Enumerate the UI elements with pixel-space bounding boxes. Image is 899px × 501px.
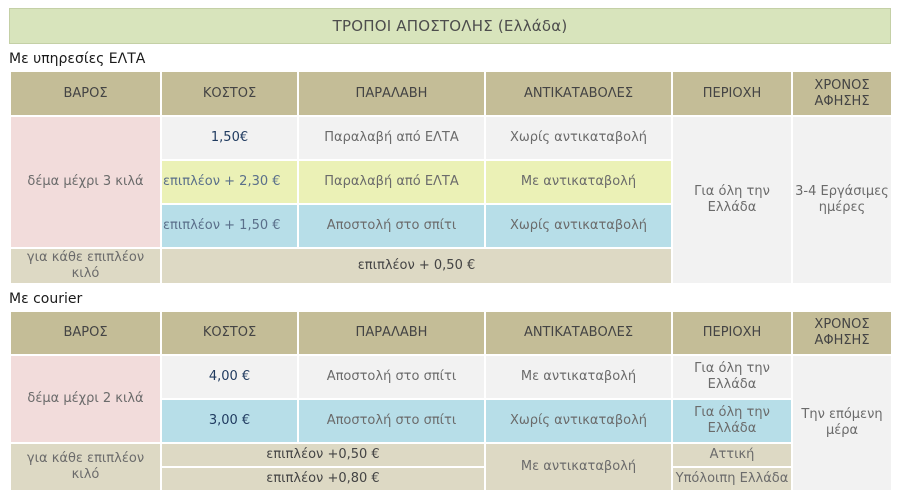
- elta-extra-cost: επιπλέον + 0,50 €: [161, 248, 672, 284]
- elta-pickup-2: Παραλαβή από ΕΛΤΑ: [298, 160, 485, 204]
- courier-extra-weight-line1: για κάθε επιπλέον: [26, 451, 145, 466]
- courier-extra-region-1: Αττική: [672, 443, 792, 467]
- courier-cost-2: 3,00 €: [161, 399, 298, 443]
- courier-header-weight: ΒΑΡΟΣ: [10, 311, 161, 355]
- courier-region-2-line2: Ελλάδα: [707, 421, 757, 436]
- courier-header-time-line1: ΧΡΟΝΟΣ: [814, 317, 870, 332]
- courier-extra-cost-2: επιπλέον +0,80 €: [161, 467, 485, 491]
- elta-time-line2: ημέρες: [818, 200, 866, 215]
- courier-time-cell: [792, 355, 892, 491]
- elta-region-line1: Για όλη την: [694, 184, 770, 199]
- header-time-line2: ΑΦΗΣΗΣ: [814, 93, 870, 109]
- elta-cod-3: Χωρίς αντικαταβολή: [485, 204, 672, 248]
- header-cod: ΑΝΤΙΚΑΤΑΒΟΛΕΣ: [485, 71, 672, 116]
- page-title-text: ΤΡΟΠΟΙ ΑΠΟΣΤΟΛΗΣ (Ελλάδα): [332, 17, 568, 35]
- elta-cost-3: επιπλέον + 1,50 €: [161, 204, 298, 248]
- elta-region-cell: [672, 116, 792, 284]
- courier-table: [9, 310, 893, 492]
- elta-time-cell: [792, 116, 892, 284]
- elta-weight-cell: δέμα μέχρι 3 κιλά: [10, 116, 161, 248]
- header-weight: ΒΑΡΟΣ: [10, 71, 161, 116]
- courier-pickup-2: Αποστολή στο σπίτι: [298, 399, 485, 443]
- courier-extra-weight: [10, 443, 161, 491]
- courier-region-1: [672, 355, 792, 399]
- header-pickup: ΠΑΡΑΛΑΒΗ: [298, 71, 485, 116]
- courier-header-region: ΠΕΡΙΟΧΗ: [672, 311, 792, 355]
- elta-extra-weight: [10, 248, 161, 284]
- courier-cost-1: 4,00 €: [161, 355, 298, 399]
- courier-region-2-line1: Για όλη την: [694, 405, 770, 420]
- elta-extra-weight-line2: κιλό: [71, 266, 100, 281]
- elta-cod-2: Με αντικαταβολή: [485, 160, 672, 204]
- header-cost: ΚΟΣΤΟΣ: [161, 71, 298, 116]
- courier-region-2: [672, 399, 792, 443]
- elta-cod-1: Χωρίς αντικαταβολή: [485, 116, 672, 160]
- courier-header-pickup: ΠΑΡΑΛΑΒΗ: [298, 311, 485, 355]
- header-time: [792, 71, 892, 116]
- elta-pickup-1: Παραλαβή από ΕΛΤΑ: [298, 116, 485, 160]
- courier-header-cod: ΑΝΤΙΚΑΤΑΒΟΛΕΣ: [485, 311, 672, 355]
- courier-header-cost: ΚΟΣΤΟΣ: [161, 311, 298, 355]
- courier-header-time: [792, 311, 892, 355]
- elta-cost-2: επιπλέον + 2,30 €: [161, 160, 298, 204]
- header-region: ΠΕΡΙΟΧΗ: [672, 71, 792, 116]
- courier-cod-2: Χωρίς αντικαταβολή: [485, 399, 672, 443]
- courier-extra-region-2: Υπόλοιπη Ελλάδα: [672, 467, 792, 491]
- elta-pickup-3: Αποστολή στο σπίτι: [298, 204, 485, 248]
- elta-table: [9, 70, 893, 285]
- courier-header-time-line2: ΑΦΗΣΗΣ: [814, 333, 870, 348]
- courier-region-1-line1: Για όλη την: [694, 361, 770, 376]
- elta-cost-1: 1,50€: [161, 116, 298, 160]
- courier-region-1-line2: Ελλάδα: [707, 377, 757, 392]
- elta-time-line1: 3-4 Εργάσιμες: [795, 184, 889, 199]
- elta-section-label: Με υπηρεσίες ΕΛΤΑ: [9, 51, 146, 67]
- courier-extra-cost-1: επιπλέον +0,50 €: [161, 443, 485, 467]
- page-title: [9, 8, 891, 44]
- courier-weight-cell: δέμα μέχρι 2 κιλά: [10, 355, 161, 443]
- elta-region-line2: Ελλάδα: [707, 200, 757, 215]
- courier-extra-cod: Με αντικαταβολή: [485, 443, 672, 491]
- courier-extra-weight-line2: κιλό: [71, 467, 100, 482]
- courier-pickup-1: Αποστολή στο σπίτι: [298, 355, 485, 399]
- courier-time-line2: μέρα: [825, 423, 859, 438]
- courier-cod-1: Με αντικαταβολή: [485, 355, 672, 399]
- courier-section-label: Με courier: [9, 291, 83, 307]
- elta-extra-weight-line1: για κάθε επιπλέον: [26, 250, 145, 265]
- header-time-line1: ΧΡΟΝΟΣ: [814, 77, 870, 93]
- courier-time-line1: Την επόμενη: [801, 407, 883, 422]
